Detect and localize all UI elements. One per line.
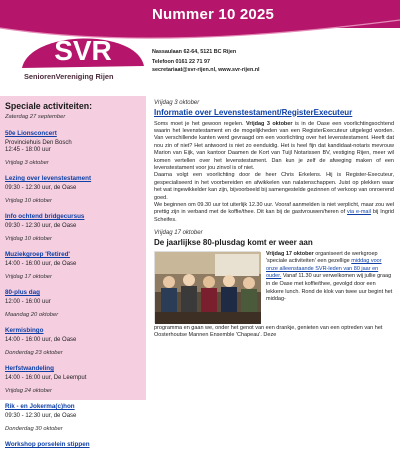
event-item bbox=[5, 236, 146, 269]
event-date: Donderdag 23 oktober bbox=[5, 350, 146, 358]
event-detail: Provinciehuis Den Bosch bbox=[5, 140, 146, 148]
contact-block bbox=[152, 48, 260, 74]
80plus-link[interactable]: middag voor onze alleenstaande SVR-leden van 80 jaar en ouder. bbox=[266, 258, 382, 279]
group-photo bbox=[154, 251, 260, 323]
article-80plus bbox=[154, 251, 394, 371]
event-link[interactable]: Rik - en Jokerma(c)hon bbox=[5, 403, 75, 411]
event-item bbox=[5, 312, 146, 345]
special-activities-sidebar bbox=[0, 96, 146, 400]
article-date: Vrijdag 3 oktober bbox=[154, 100, 394, 108]
event-link[interactable]: Workshop porselein stippen bbox=[5, 441, 90, 449]
event-detail: 12:00 - 16:00 uur bbox=[5, 299, 146, 307]
article-title-levenstestament[interactable]: Informatie over Levenstestament/RegisterExecuteur bbox=[154, 108, 394, 118]
email-link[interactable]: via e-mail bbox=[347, 209, 371, 215]
event-date: Vrijdag 3 oktober bbox=[5, 160, 146, 168]
event-detail: 14:00 - 16:00 uur, de Oase bbox=[5, 261, 146, 269]
logo-text: SVR bbox=[54, 35, 112, 66]
event-link[interactable]: Kermisbingo bbox=[5, 327, 44, 335]
event-item bbox=[5, 350, 146, 383]
sidebar-title: Speciale activiteiten: bbox=[5, 101, 146, 111]
event-date: Zaterdag 27 september bbox=[5, 114, 146, 122]
event-date: Maandag 20 oktober bbox=[5, 312, 146, 320]
event-link[interactable]: Lezing over levenstestament bbox=[5, 175, 91, 183]
svr-logo bbox=[20, 26, 146, 84]
event-item bbox=[5, 160, 146, 193]
issue-number: Nummer 10 2025 bbox=[152, 6, 274, 23]
event-link[interactable]: 80-plus dag bbox=[5, 289, 40, 297]
event-date: Vrijdag 10 oktober bbox=[5, 198, 146, 206]
event-list bbox=[5, 114, 146, 451]
event-item bbox=[5, 426, 146, 451]
event-detail: 09:30 - 12:30 uur, de Oase bbox=[5, 185, 146, 193]
event-detail: 12:45 - 18:00 uur bbox=[5, 147, 146, 155]
article-intro: Vrijdag 17 oktober organiseert de werkgroep 'speciale activiteiten' een gezellige middag voor onze alleenstaande SVR-leden van 80 jaar en ouder. Vanaf 11.30 uur verwelkomen wij jullie graag in de Oase met koffie/thee, gevolgd door een lekkere lunch. Rond de klok van twee uur begint het middag- bbox=[266, 251, 394, 304]
phone: Telefoon 0161 22 71 97 bbox=[152, 58, 260, 66]
event-link[interactable]: Herfstwandeling bbox=[5, 365, 54, 373]
newsletter-header bbox=[0, 0, 400, 95]
event-item bbox=[5, 388, 146, 421]
event-link[interactable]: Muziekgroep 'Retired' bbox=[5, 251, 70, 259]
email-web[interactable]: secretariaat@svr-rijen.nl, www.svr-rijen.nl bbox=[152, 66, 260, 74]
event-date: Vrijdag 17 oktober bbox=[5, 274, 146, 282]
article-paragraph: Soms moet je het gewoon regelen. Vrijdag 3 oktober is in de Oase een voorlichtingsochtend waarin het levenstestament en de mogelijkheden van een RegisterExecuteur uitgelegd worden. Van verschillende kanten werd gevraagd om een voorlichting over het levenstestament. Heeft dat nou zin of niet? Het antwoord is niet zo eenduidig. Het is heel fijn dat kandidaat-notaris mevrouw Marion van Eijk, van kantoor Daamen de Kort van Tuijl Notarissen BV, vestiging Rijen, meer wil komen vertellen over het levenstestament. Dan kun je zelf de afweging maken of een levenstestament voor jou zinvol is of niet. bbox=[154, 121, 394, 173]
event-item bbox=[5, 274, 146, 307]
article-paragraph: We beginnen om 09.30 uur tot uiterlijk 12.30 uur. Vooraf aanmelden is niet verplicht, maar zou wel prettig zijn in verband met de koffie/thee. Dit kan bij de gastvrouwen/heren of via e-mail bij Ingrid Scheifes. bbox=[154, 202, 394, 224]
article-title-80plus: De jaarlijkse 80-plusdag komt er weer aan bbox=[154, 238, 394, 248]
address: Nassaulaan 62-64, 5121 BC Rijen bbox=[152, 48, 260, 56]
event-item bbox=[5, 198, 146, 231]
event-item bbox=[5, 114, 146, 155]
event-date: Vrijdag 24 oktober bbox=[5, 388, 146, 396]
main-content bbox=[154, 100, 394, 400]
article-paragraph: Daarna volgt een voorlichting door de heer Chris Erkelens. Hij is Register-Executeur, gespecialiseerd in het voorbereiden en afwikkelen van nalatenschappen. Juist op plekken waar het wat ingewikkelder kan zijn, bijvoorbeeld bij samengestelde gezinnen of verkoop van onroerend goed. bbox=[154, 172, 394, 202]
event-date: Donderdag 30 oktober bbox=[5, 426, 146, 434]
event-date: Vrijdag 10 oktober bbox=[5, 236, 146, 244]
event-detail: 14:00 - 16:00 uur, de Oase bbox=[5, 337, 146, 345]
event-detail: 14:00 - 16:00 uur, De Leemput bbox=[5, 375, 146, 383]
article-date: Vrijdag 17 oktober bbox=[154, 230, 394, 238]
article-continuation: programma en gaan we, onder het genot van een drankje, genieten van een optreden van het Oosterhoutse Mannen Ensemble 'Chapeau'. Deze bbox=[154, 325, 394, 340]
event-detail: 09:30 - 12:30 uur, de Oase bbox=[5, 223, 146, 231]
event-link[interactable]: 50e Lionsconcert bbox=[5, 130, 57, 138]
logo-subtitle: SeniorenVereniging Rijen bbox=[24, 72, 114, 81]
event-detail: 09:30 - 12:30 uur, de Oase bbox=[5, 413, 146, 421]
event-link[interactable]: Info ochtend bridgecursus bbox=[5, 213, 84, 221]
